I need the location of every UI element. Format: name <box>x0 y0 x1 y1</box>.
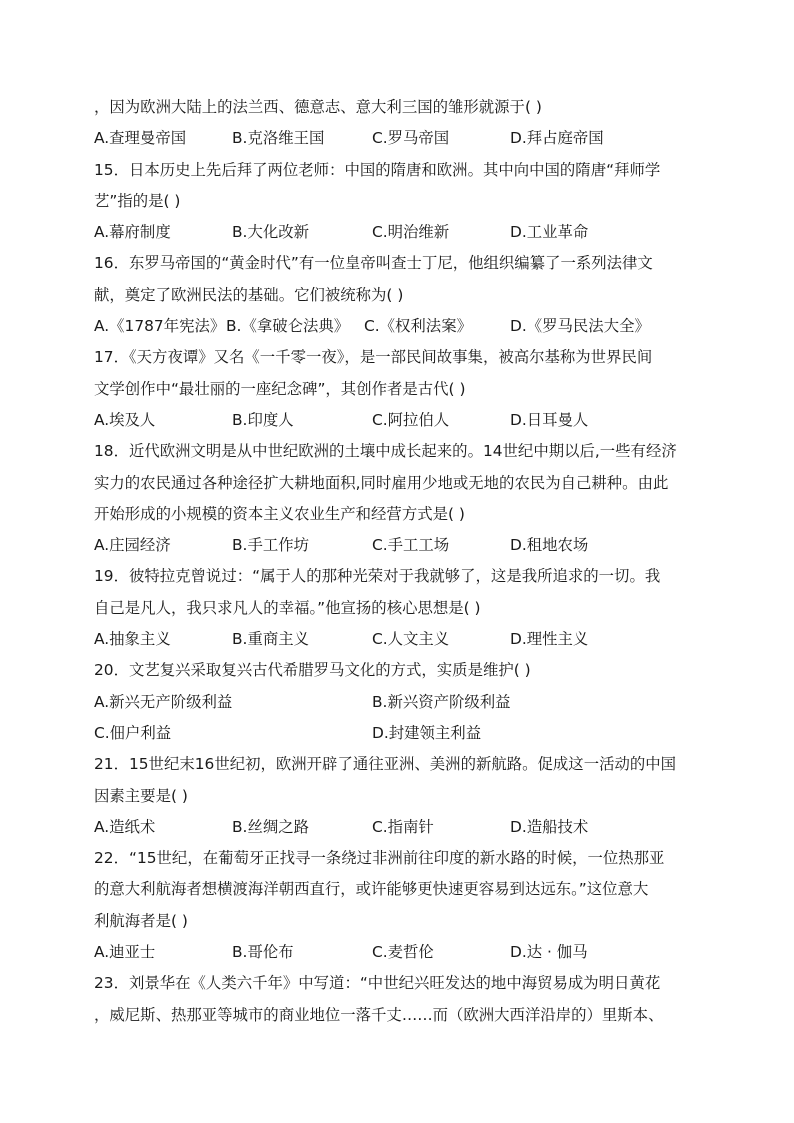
question-text: 19．彼特拉克曾说过：“属于人的那种光荣对于我就够了，这是我所追求的一切。我 <box>94 567 661 586</box>
option-a: A.造纸术 <box>94 817 156 836</box>
text-line <box>94 280 698 311</box>
question-text: 的意大利航海者想横渡海洋朝西直行，或许能够更快速更容易到达远东。”这位意大 <box>94 880 649 899</box>
question-text: ，因为欧洲大陆上的法兰西、德意志、意大利三国的雏形就源于( ) <box>94 98 542 116</box>
option-b: B.重商主义 <box>232 630 310 649</box>
option-d: D.租地农场 <box>510 536 589 555</box>
option-b: B.丝绸之路 <box>232 817 310 836</box>
option-a: A.新兴无产阶级利益 <box>94 692 233 711</box>
option-a: A.查理曼帝国 <box>94 129 187 148</box>
option-c: C.麦哲伦 <box>372 943 434 962</box>
question-text: 21．15世纪末16世纪初，欧洲开辟了通往亚洲、美洲的新航路。促成这一活动的中国 <box>94 755 677 774</box>
option-c: C.佃户利益 <box>94 723 172 742</box>
option-row <box>94 937 698 968</box>
option-c: C.明治维新 <box>372 223 450 242</box>
question-text: 17．《天方夜谭》又名《一千零一夜》，是一部民间故事集，被高尔基称为世界民间 <box>94 348 653 367</box>
option-row <box>94 405 698 436</box>
option-c: C.指南针 <box>372 817 434 836</box>
question-text: ，威尼斯、热那亚等城市的商业地位一落千丈……而（欧洲大西洋沿岸的）里斯本、 <box>94 1005 664 1024</box>
option-d: D.造船技术 <box>510 817 589 836</box>
text-line <box>94 186 698 217</box>
text-line <box>94 781 698 812</box>
text-line <box>94 155 698 186</box>
option-c: C.《权利法案》 <box>364 317 472 336</box>
text-line <box>94 248 698 279</box>
option-a: A.埃及人 <box>94 410 156 429</box>
question-text: 文学创作中“最壮丽的一座纪念碑”，其创作者是古代( ) <box>94 379 466 398</box>
exam-page <box>94 92 698 1031</box>
question-text: 开始形成的小规模的资本主义农业生产和经营方式是( ) <box>94 504 465 523</box>
text-line <box>94 655 698 686</box>
question-text: 因素主要是( ) <box>94 786 188 805</box>
text-line <box>94 342 698 373</box>
text-line <box>94 843 698 874</box>
option-row <box>94 812 698 843</box>
option-row <box>94 123 698 154</box>
option-b: B.手工作坊 <box>232 536 310 555</box>
question-text: 15．日本历史上先后拜了两位老师：中国的隋唐和欧洲。其中向中国的隋唐“拜师学 <box>94 160 661 179</box>
option-a: A.《1787年宪法》 <box>94 317 226 336</box>
option-a: A.庄园经济 <box>94 536 171 555</box>
text-line <box>94 593 698 624</box>
option-b: B.哥伦布 <box>232 943 294 962</box>
option-d: D.理性主义 <box>510 630 589 649</box>
question-text: 自己是凡人，我只求凡人的幸福。”他宣扬的核心思想是( ) <box>94 598 481 617</box>
text-line <box>94 374 698 405</box>
option-c: C.手工工场 <box>372 536 450 555</box>
option-c: C.罗马帝国 <box>372 129 450 148</box>
option-c: C.人文主义 <box>372 630 450 649</box>
text-line <box>94 874 698 905</box>
option-d: D.封建领主利益 <box>372 723 482 742</box>
option-d: D.《罗马民法大全》 <box>510 317 650 336</box>
option-d: D.达 · 伽马 <box>510 943 588 962</box>
option-row <box>94 311 698 342</box>
option-b: B.大化改新 <box>232 223 310 242</box>
option-row <box>94 687 698 718</box>
text-line <box>94 468 698 499</box>
option-b: B.克洛维王国 <box>232 129 325 148</box>
option-row <box>94 624 698 655</box>
text-line <box>94 436 698 467</box>
option-b: B.新兴资产阶级利益 <box>372 692 511 711</box>
question-text: 实力的农民通过各种途径扩大耕地面积,同时雇用少地或无地的农民为自己耕种。由此 <box>94 473 669 492</box>
option-row <box>94 217 698 248</box>
text-line <box>94 749 698 780</box>
question-text: 20．文艺复兴采取复兴古代希腊罗马文化的方式，实质是维护( ) <box>94 661 531 680</box>
option-a: A.迪亚士 <box>94 943 156 962</box>
text-line <box>94 92 698 123</box>
option-a: A.幕府制度 <box>94 223 171 242</box>
option-a: A.抽象主义 <box>94 630 171 649</box>
option-d: D.拜占庭帝国 <box>510 129 604 148</box>
option-row <box>94 530 698 561</box>
question-text: 16．东罗马帝国的“黄金时代”有一位皇帝叫查士丁尼，他组织编纂了一系列法律文 <box>94 254 653 273</box>
option-row <box>94 718 698 749</box>
option-b: B.《拿破仑法典》 <box>226 317 350 336</box>
question-text: 艺”指的是( ) <box>94 191 181 210</box>
text-line <box>94 968 698 999</box>
option-c: C.阿拉伯人 <box>372 410 450 429</box>
question-text: 献，奠定了欧洲民法的基础。它们被统称为( ) <box>94 285 404 304</box>
option-b: B.印度人 <box>232 410 294 429</box>
text-line <box>94 906 698 937</box>
option-d: D.日耳曼人 <box>510 410 589 429</box>
question-text: 23．刘景华在《人类六千年》中写道：“中世纪兴旺发达的地中海贸易成为明日黄花 <box>94 974 661 993</box>
question-text: 利航海者是( ) <box>94 911 188 930</box>
text-line <box>94 499 698 530</box>
option-d: D.工业革命 <box>510 223 589 242</box>
text-line <box>94 561 698 592</box>
question-text: 18．近代欧洲文明是从中世纪欧洲的土壤中成长起来的。14世纪中期以后,一些有经济 <box>94 442 677 461</box>
text-line <box>94 1000 698 1031</box>
question-text: 22．“15世纪，在葡萄牙正找寻一条绕过非洲前往印度的新水路的时候，一位热那亚 <box>94 849 665 868</box>
